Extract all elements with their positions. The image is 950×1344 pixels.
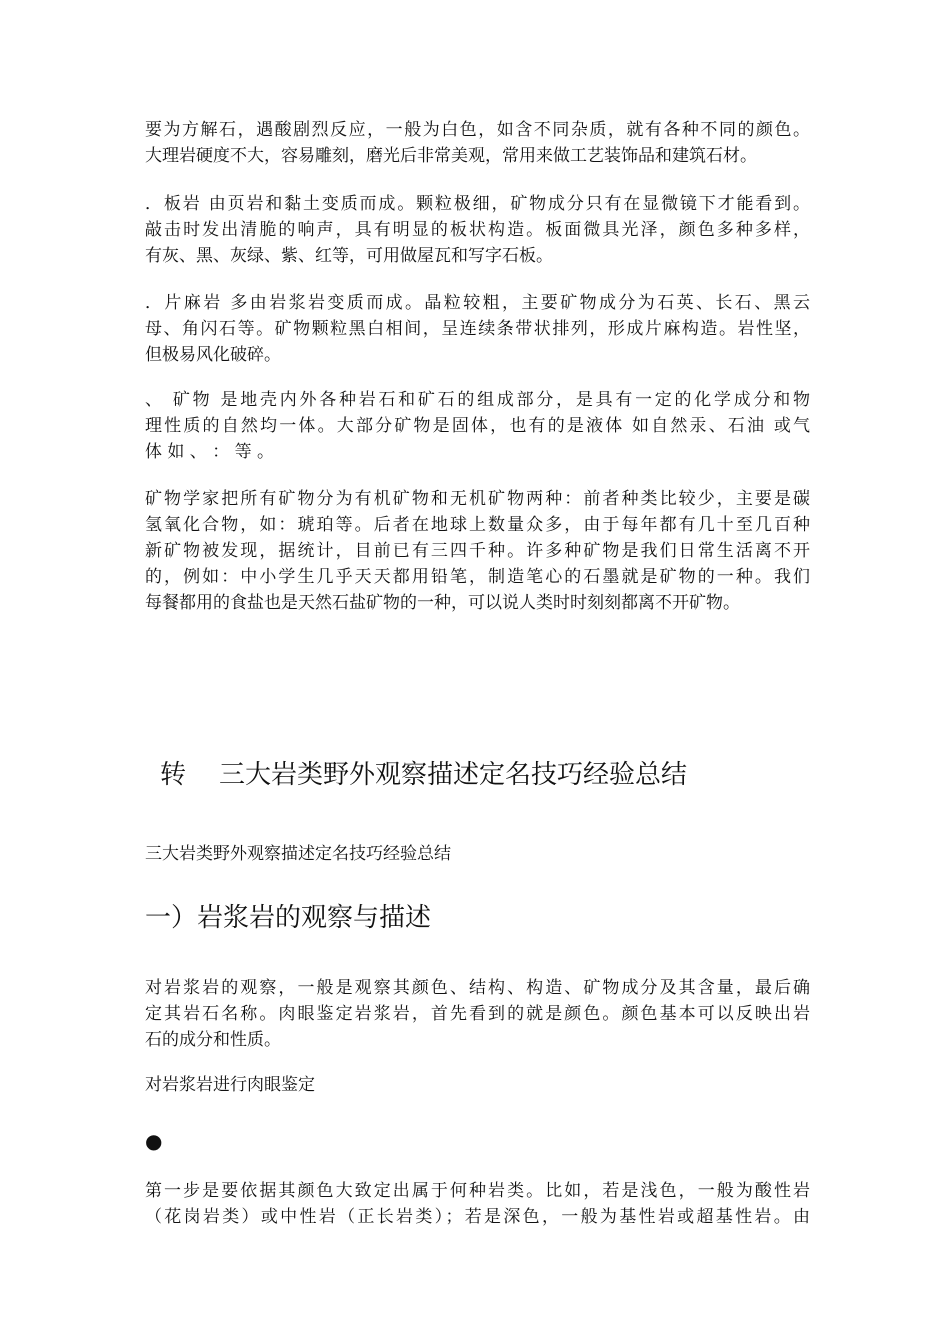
text-line: 敲击时发出清脆的响声，具有明显的板状构造。板面微具光泽，颜色多种多样， (145, 220, 810, 240)
text-line: 对岩浆岩的观察，一般是观察其颜色、结构、构造、矿物成分及其含量，最后确 (145, 978, 810, 998)
text-line: 新矿物被发现，据统计，目前已有三四千种。许多种矿物是我们日常生活离不开 (145, 541, 810, 561)
paragraph-step-one (145, 1178, 810, 1230)
paragraph-marble (145, 117, 810, 169)
paragraph-mineral (145, 387, 810, 465)
text-line: 但极易风化破碎。 (145, 345, 281, 365)
paragraph-mineralogy (145, 486, 810, 616)
text-line: 氢氧化合物，如：琥珀等。后者在地球上数量众多，由于每年都有几十至几百种 (145, 515, 810, 535)
text-line: 定其岩石名称。肉眼鉴定岩浆岩，首先看到的就是颜色。颜色基本可以反映出岩 (145, 1004, 810, 1024)
text-line: 母、角闪石等。矿物颗粒黑白相间，呈连续条带状排列，形成片麻构造。岩性坚， (145, 319, 810, 339)
text-line: ．片麻岩 多由岩浆岩变质而成。晶粒较粗，主要矿物成分为石英、长石、黑云 (145, 293, 810, 313)
section-heading: 一）岩浆岩的观察与描述 (145, 903, 432, 933)
text-line: 要为方解石，遇酸剧烈反应，一般为白色，如含不同杂质，就有各种不同的颜色。 (145, 120, 810, 140)
text-line: 理性质的自然均一体。大部分矿物是固体，也有的是液体 如自然汞、石油 或气 (145, 416, 810, 436)
subtitle: 三大岩类野外观察描述定名技巧经验总结 (145, 844, 451, 864)
text-line: 的，例如：中小学生几乎天天都用铅笔，制造笔心的石墨就是矿物的一种。我们 (145, 567, 810, 587)
text-line: ．板岩 由页岩和黏土变质而成。颗粒极细，矿物成分只有在显微镜下才能看到。 (145, 194, 810, 214)
text-line: 体 如 、 ： 等 。 (145, 442, 275, 462)
main-title: 转 三大岩类野外观察描述定名技巧经验总结 (160, 760, 688, 790)
paragraph-gneiss (145, 290, 810, 368)
paragraph-igneous-observation (145, 975, 810, 1053)
identify-line: 对岩浆岩进行肉眼鉴定 (145, 1075, 315, 1095)
paragraph-slate (145, 191, 810, 269)
bullet-icon: ● (145, 1129, 163, 1153)
text-line: （花岗岩类）或中性岩（正长岩类）；若是深色，一般为基性岩或超基性岩。由 (145, 1207, 810, 1227)
text-line: 矿物学家把所有矿物分为有机矿物和无机矿物两种：前者种类比较少，主要是碳 (145, 489, 810, 509)
text-line: 第一步是要依据其颜色大致定出属于何种岩类。比如，若是浅色，一般为酸性岩 (145, 1181, 810, 1201)
text-line: 大理岩硬度不大，容易雕刻，磨光后非常美观，常用来做工艺装饰品和建筑石材。 (145, 146, 757, 166)
text-line: 有灰、黑、灰绿、紫、红等，可用做屋瓦和写字石板。 (145, 246, 553, 266)
text-line: 石的成分和性质。 (145, 1030, 281, 1050)
text-line: 、 矿物 是地壳内外各种岩石和矿石的组成部分，是具有一定的化学成分和物 (145, 390, 810, 410)
text-line: 每餐都用的食盐也是天然石盐矿物的一种，可以说人类时时刻刻都离不开矿物。 (145, 593, 740, 613)
